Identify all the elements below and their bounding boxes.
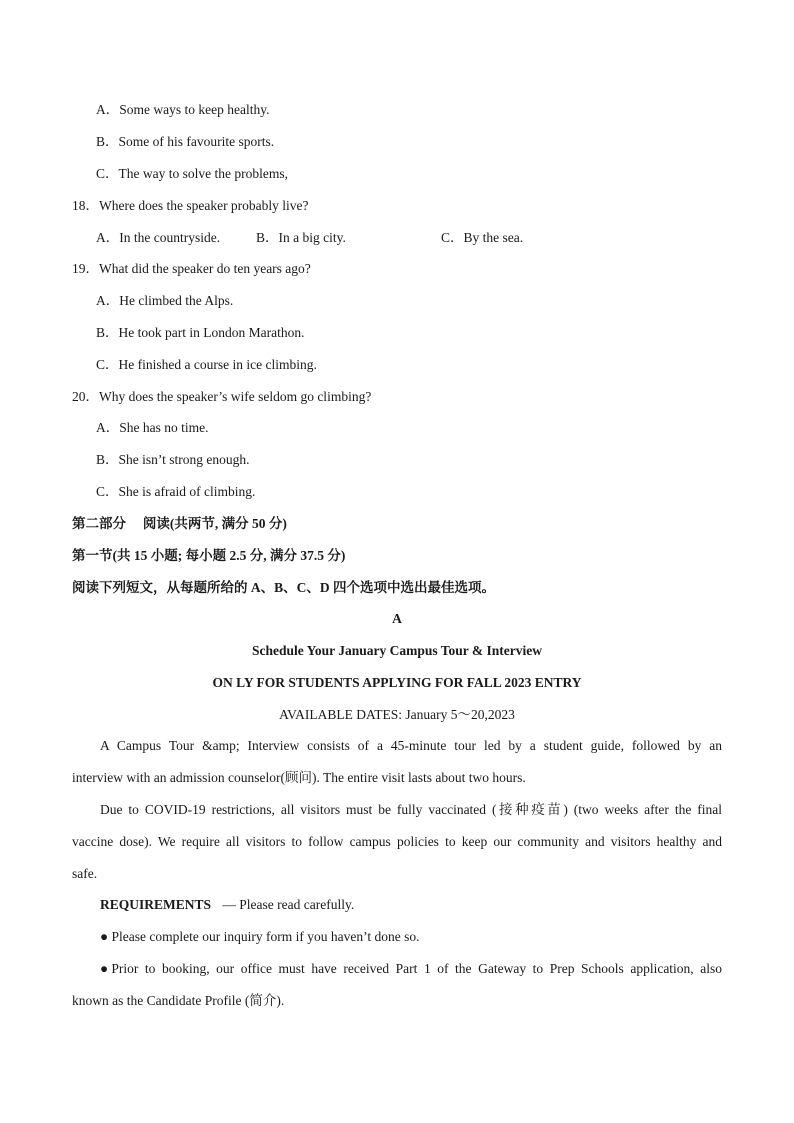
q19-option-a: A．He climbed the Alps. [96, 293, 234, 308]
reading-instruction: 阅读下列短文，从每题所给的 A、B、C、D 四个选项中选出最佳选项。 [72, 580, 496, 595]
q19-question: 19．What did the speaker do ten years ago? [72, 261, 311, 276]
paragraph-2-line-2: vaccine dose). We require all visitors to follow campus policies to keep our community and visitors healthy and [72, 834, 722, 849]
passage-dates: AVAILABLE DATES: January 5～20,2023 [279, 707, 515, 722]
paragraph-1-line-2: interview with an admission counselor(顾问). The entire visit lasts about two hours. [72, 770, 526, 785]
q19-option-c: C．He finished a course in ice climbing. [96, 357, 317, 372]
q17-option-b: B．Some of his favourite sports. [96, 134, 275, 149]
q20-option-c: C．She is afraid of climbing. [96, 484, 256, 499]
q19-option-b: B．He took part in London Marathon. [96, 325, 305, 340]
q18-question: 18．Where does the speaker probably live? [72, 198, 309, 213]
q17-option-a: A．Some ways to keep healthy. [96, 102, 270, 117]
q18-option-c: C．By the sea. [441, 230, 524, 245]
q18-option-b: B．In a big city. [256, 230, 346, 245]
requirements-heading: REQUIREMENTS [100, 897, 212, 912]
q18-option-a: A．In the countryside. [96, 230, 221, 245]
requirements-line [100, 896, 354, 914]
q20-question: 20．Why does the speaker’s wife seldom go climbing? [72, 389, 372, 404]
paragraph-2-line-3: safe. [72, 866, 98, 881]
part2-heading: 第二部分 阅读(共两节, 满分 50 分) [72, 516, 287, 531]
passage-label: A [392, 611, 402, 626]
q17-option-c: C．The way to solve the problems, [96, 166, 288, 181]
requirement-bullet-2-line-1: ●Prior to booking, our office must have received Part 1 of the Gateway to Prep Schools application, also [100, 961, 722, 976]
passage-subtitle: ON LY FOR STUDENTS APPLYING FOR FALL 2023 ENTRY [212, 675, 582, 690]
paragraph-1-line-1: A Campus Tour &amp; Interview consists of a 45-minute tour led by a student guide, followed by an [100, 738, 722, 753]
requirement-bullet-1: ● Please complete our inquiry form if you haven’t done so. [100, 929, 420, 944]
paragraph-2-line-1: Due to COVID-19 restrictions, all visitors must be fully vaccinated (接种疫苗) (two weeks after the final [100, 802, 722, 817]
q20-option-a: A．She has no time. [96, 420, 209, 435]
requirements-note: — Please read carefully. [222, 897, 355, 912]
passage-title: Schedule Your January Campus Tour & Interview [251, 643, 543, 658]
requirement-bullet-2-line-2: known as the Candidate Profile (简介). [72, 993, 285, 1008]
section1-heading: 第一节(共 15 小题; 每小题 2.5 分, 满分 37.5 分) [72, 548, 346, 563]
q20-option-b: B．She isn’t strong enough. [96, 452, 250, 467]
